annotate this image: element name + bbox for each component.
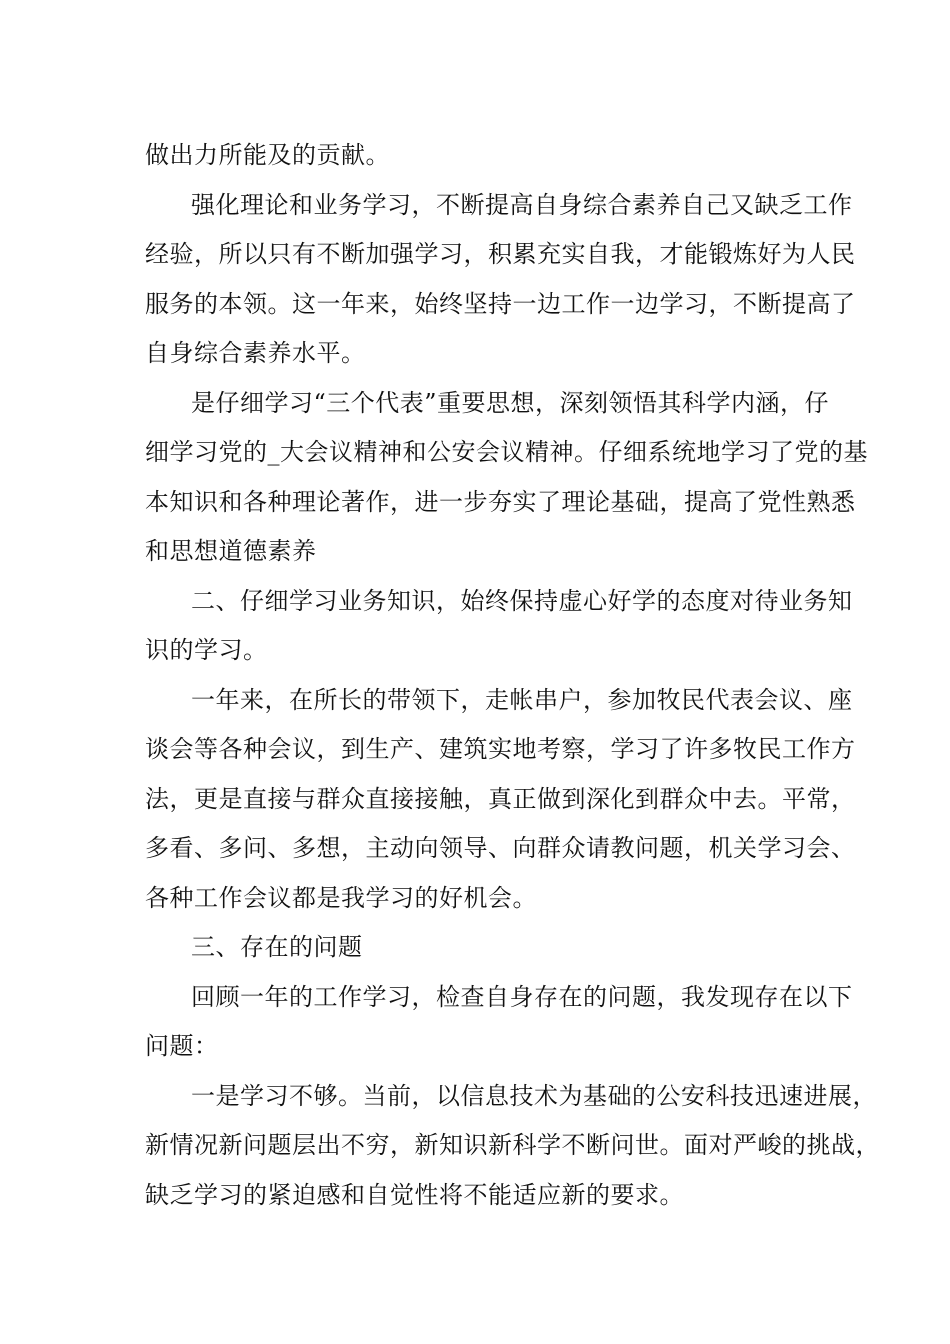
paragraph-first-line: 一是学习不够。当前，以信息技术为基础的公安科技迅速进展， — [191, 1081, 877, 1110]
paragraph-first-line: 是仔细学习“三个代表”重要思想，深刻领悟其科学内涵，仔 — [191, 388, 830, 417]
section-heading: 三、存在的问题 — [191, 933, 363, 961]
text-line: 经验，所以只有不断加强学习，积累充实自我，才能锻炼好为人民 — [145, 240, 856, 268]
text-line: 细学习党的_大会议精神和公安会议精神。仔细系统地学习了党的基 — [145, 438, 868, 466]
text-line: 各种工作会议都是我学习的好机会。 — [145, 883, 537, 912]
document-body — [145, 131, 880, 1220]
paragraph-first-line: 强化理论和业务学习，不断提高自身综合素养自己又缺乏工作 — [191, 190, 853, 219]
text-line: 多看、多问、多想，主动向领导、向群众请教问题，机关学习会、 — [145, 834, 856, 862]
text-line: 做出力所能及的贡献。 — [145, 141, 390, 169]
text-line: 服务的本领。这一年来，始终坚持一边工作一边学习，不断提高了 — [145, 289, 856, 318]
text-line: 缺乏学习的紧迫感和自觉性将不能适应新的要求。 — [145, 1180, 684, 1209]
text-line: 自身综合素养水平。 — [145, 339, 366, 367]
paragraph-first-line: 一年来，在所长的带领下，走帐串户，参加牧民代表会议、座 — [191, 685, 853, 714]
text-line: 新情况新问题层出不穷，新知识新科学不断问世。面对严峻的挑战， — [145, 1131, 880, 1159]
paragraph-first-line: 回顾一年的工作学习，检查自身存在的问题，我发现存在以下 — [191, 982, 853, 1011]
text-line: 谈会等各种会议，到生产、建筑实地考察，学习了许多牧民工作方 — [145, 735, 856, 763]
text-line: 法，更是直接与群众直接接触，真正做到深化到群众中去。平常， — [145, 784, 856, 813]
text-line: 识的学习。 — [145, 636, 268, 664]
text-line: 和思想道德素养 — [145, 537, 317, 565]
text-line: 本知识和各种理论著作，进一步夯实了理论基础，提高了党性熟悉 — [145, 487, 856, 516]
section-heading-line: 二、仔细学习业务知识，始终保持虚心好学的态度对待业务知 — [191, 586, 853, 615]
text-line: 问题： — [145, 1032, 219, 1060]
